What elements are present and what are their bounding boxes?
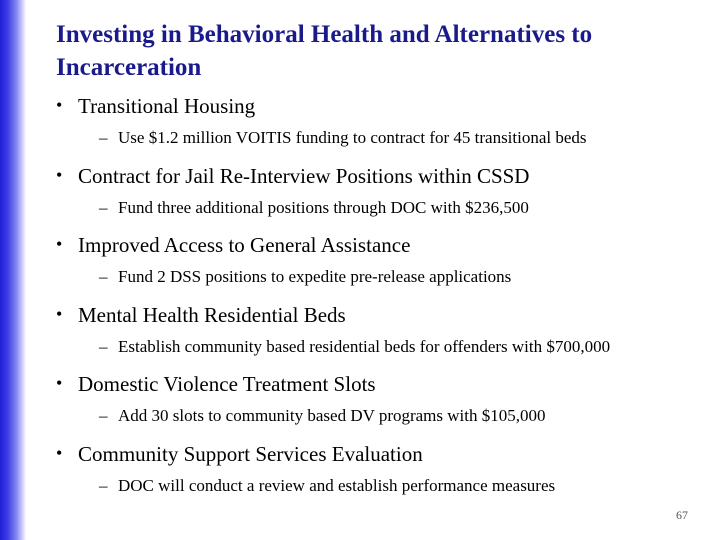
- sub-bullet-text: Fund three additional positions through DOC with $236,500: [118, 197, 529, 217]
- bullet-item: [56, 229, 706, 299]
- dash-icon: –: [99, 128, 108, 147]
- bullet-text: Mental Health Residential Beds: [78, 302, 346, 327]
- dash-icon: –: [99, 267, 108, 286]
- dash-icon: –: [99, 406, 108, 425]
- dash-icon: –: [99, 336, 108, 356]
- bullet-icon: •: [56, 234, 63, 254]
- bullet-text: Community Support Services Evaluation: [78, 441, 423, 466]
- bullet-icon: •: [56, 303, 63, 324]
- bullet-item: [56, 160, 706, 230]
- dash-icon: –: [99, 475, 108, 495]
- bullet-item: [56, 299, 706, 369]
- dash-icon: –: [99, 197, 108, 217]
- bullet-icon: •: [56, 373, 63, 393]
- bullet-text: Contract for Jail Re-Interview Positions within CSSD: [78, 163, 530, 188]
- bullet-text: Domestic Violence Treatment Slots: [78, 372, 376, 396]
- bullet-text: Transitional Housing: [78, 94, 256, 118]
- bullet-item: [56, 368, 706, 438]
- page-number: 67: [676, 508, 688, 522]
- sub-bullet-text: Use $1.2 million VOITIS funding to contract for 45 transitional beds: [118, 128, 587, 147]
- slide-title: Investing in Behavioral Health and Alternatives to Incarceration: [56, 21, 593, 81]
- sub-bullet-text: Establish community based residential beds for offenders with $700,000: [118, 336, 611, 356]
- bullet-text: Improved Access to General Assistance: [78, 233, 411, 257]
- bullet-icon: •: [56, 95, 63, 115]
- bullet-list: [56, 90, 706, 507]
- sub-bullet-text: DOC will conduct a review and establish performance measures: [118, 475, 556, 495]
- decorative-side-bar: [0, 0, 26, 540]
- sub-bullet-text: Fund 2 DSS positions to expedite pre-release applications: [118, 267, 512, 286]
- bullet-item: [56, 90, 706, 160]
- sub-bullet-text: Add 30 slots to community based DV programs with $105,000: [118, 406, 546, 425]
- bullet-icon: •: [56, 164, 63, 185]
- bullet-item: [56, 438, 706, 508]
- bullet-icon: •: [56, 442, 63, 463]
